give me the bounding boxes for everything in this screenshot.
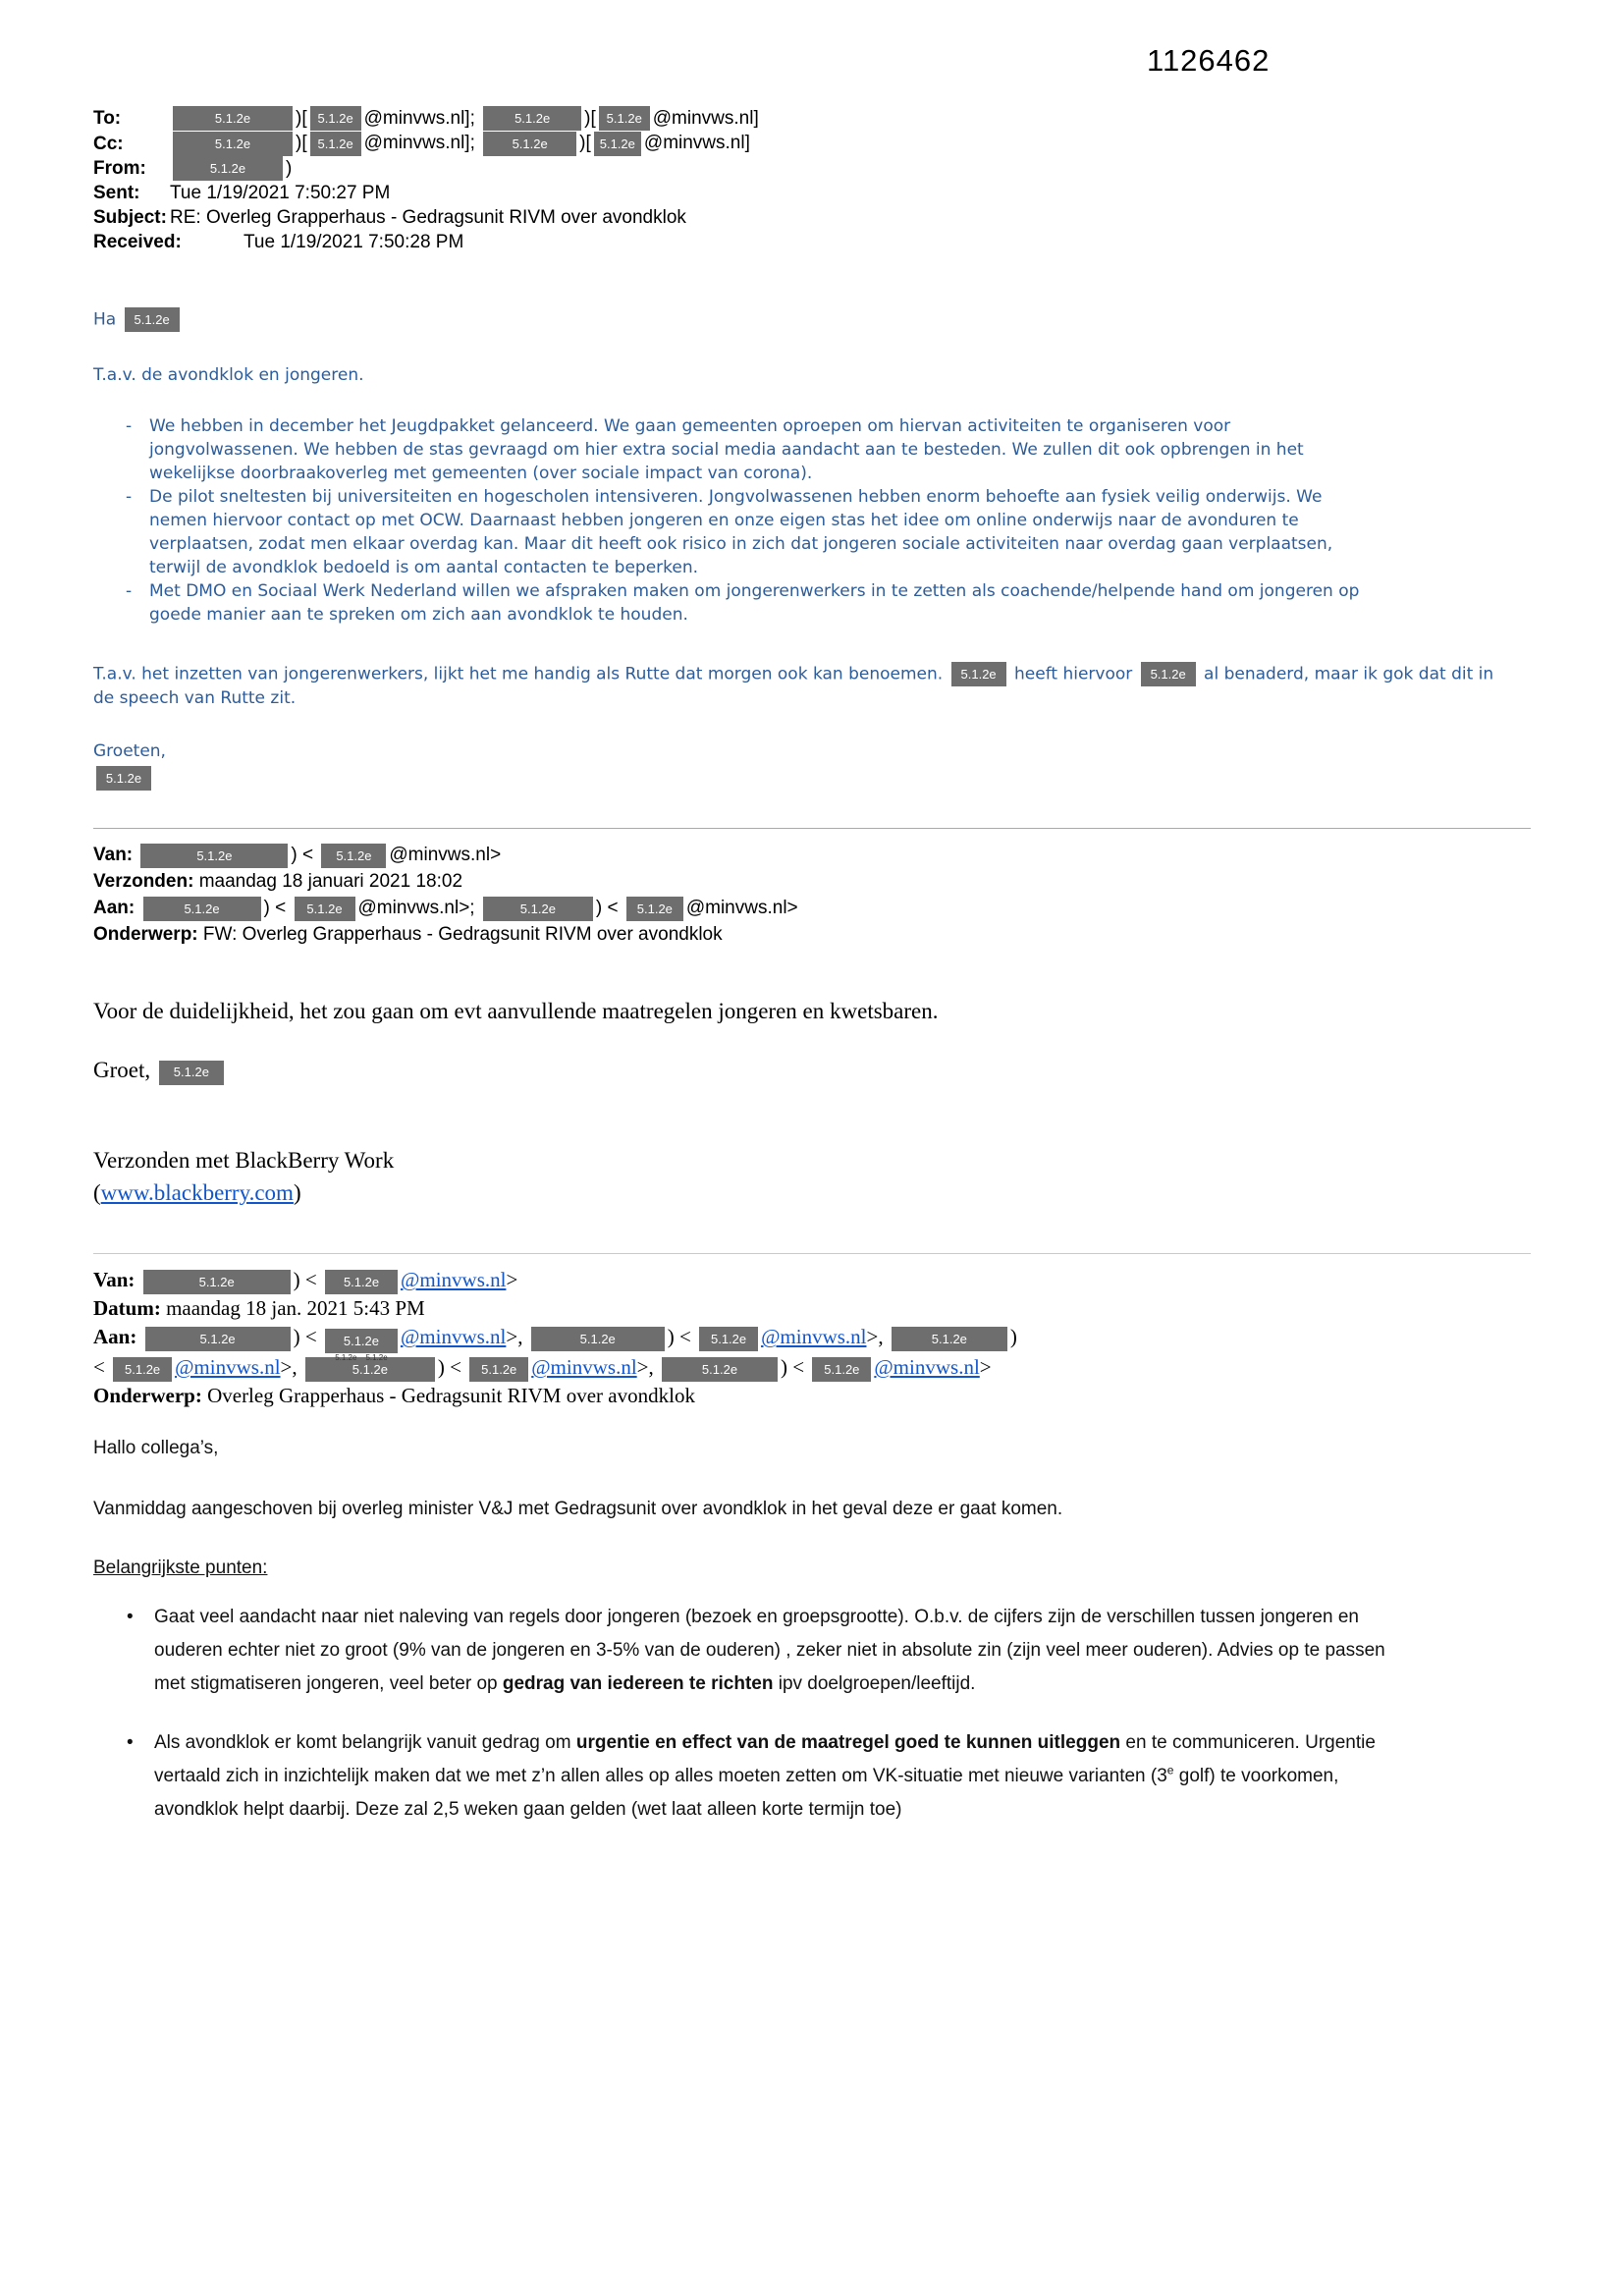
subject-label: Subject: [93, 207, 167, 229]
redaction-box: 5.1.2e [310, 106, 361, 131]
onderwerp-label: Onderwerp: [93, 1384, 202, 1408]
from-value: 5.1.2e ) [170, 156, 292, 181]
header-row-subject [93, 205, 1531, 230]
hyperlink[interactable]: @minvws.nl [531, 1355, 637, 1380]
list-item: • Gaat veel aandacht naar niet naleving van regels door jongeren (bezoek en groepsgrootte). O.b.v. de cijfers zijn de verschillen tussen jongeren en ouderen echter niet zo groot (9% van de jongeren en 3-5% van de ouderen) , zeker niet in absolute zin (zijn veel meer ouderen). Advies op te passen met stigmatiseren jongeren, veel beter op gedrag van iedereen te richten ipv doelgroepen/leeftijd. [154, 1601, 1406, 1701]
fwd2-row-onderwerp [93, 1382, 1531, 1410]
aan-label: Aan: [93, 898, 135, 919]
redaction-box: 5.1.2e [173, 132, 293, 156]
header-row-to [93, 106, 1531, 131]
hyperlink[interactable]: @minvws.nl [761, 1325, 867, 1349]
summary-paragraph: Vanmiddag aangeschoven bij overleg minister V&J met Gedragsunit over avondklok in het geval deze er gaat komen. [93, 1499, 1063, 1520]
redaction-box: 5.1.2e [812, 1357, 871, 1382]
redaction-box: 5.1.2e [483, 106, 581, 131]
onderwerp-value: Overleg Grapperhaus - Gedragsunit RIVM over avondklok [207, 1384, 695, 1408]
redaction-box: 5.1.2e [173, 106, 293, 131]
hyperlink[interactable]: www.blackberry.com [100, 1180, 294, 1206]
original-message-section [93, 1438, 1531, 1827]
redaction-box: 5.1.2e [483, 132, 576, 156]
redaction-box: 5.1.2e [145, 1327, 291, 1351]
list-item: - Met DMO en Sociaal Werk Nederland willen we afspraken maken om jongerenwerkers in te zetten als coachende/helpende hand om jongeren op goede manier aan te spreken om zich aan avondklok te houden. [149, 579, 1362, 627]
topic-list [93, 414, 1362, 627]
datum-label: Datum: [93, 1296, 161, 1321]
redaction-box: 5.1.2e [143, 897, 261, 921]
fwd1-row-verzonden [93, 868, 1531, 895]
redaction-box: 5.1.2e [892, 1327, 1007, 1351]
header-row-from [93, 156, 1531, 181]
fwd2-row-van [93, 1266, 1531, 1294]
forwarded-header-2 [93, 1253, 1531, 1410]
redaction-box: 5.1.2e [173, 156, 283, 181]
header-row-sent [93, 181, 1531, 205]
to-value: 5.1.2e )[ 5.1.2e @minvws.nl]; 5.1.2e )[ 5.1.2e @minvws.nl] [170, 106, 759, 131]
fwd2-row-aan-line1 [93, 1323, 1531, 1363]
signature-redaction [93, 766, 1531, 791]
aan-value: 5.1.2e ) < 5.1.2e @minvws.nl>; 5.1.2e ) < 5.1.2e @minvws.nl> [140, 898, 798, 918]
fwd2-row-aan-line2 [93, 1353, 1531, 1382]
hyperlink[interactable]: @minvws.nl [874, 1355, 980, 1380]
blackberry-link-line: (www.blackberry.com) [93, 1180, 301, 1206]
redaction-box: 5.1.2e [599, 106, 650, 131]
redaction-box: 5.1.2e [321, 844, 386, 868]
aan-value-line1: 5.1.2e ) < 5.1.2e 5.1.2e 5.1.2e @minvws.nl>, 5.1.2e ) < 5.1.2e @minvws.nl>, 5.1.2e ) [142, 1325, 1017, 1348]
redaction-box: 5.1.2e [295, 897, 355, 921]
redaction-box: 5.1.2e [594, 132, 641, 156]
doc-number: 1126462 [1147, 43, 1271, 78]
fwd2-row-datum [93, 1294, 1531, 1323]
sent-value: Tue 1/19/2021 7:50:27 PM [170, 183, 391, 204]
onderwerp-value: FW: Overleg Grapperhaus - Gedragsunit RIVM over avondklok [202, 924, 723, 946]
redaction-box: 5.1.2e [305, 1357, 435, 1382]
fwd1-row-van [93, 842, 1531, 868]
list-item: • Als avondklok er komt belangrijk vanuit gedrag om urgentie en effect van de maatregel goed te kunnen uitleggen en te communiceren. Urgentie vertaald zich in inzichtelijk maken dat we met z’n allen alles op alles moeten zetten om VK-situatie met nieuwe varianten (3e golf) te voorkomen, avondklok helpt daarbij. Deze zal 2,5 weken gaan gelden (wet laat alleen korte termijn toe) [154, 1726, 1406, 1827]
email-body-blue [93, 307, 1531, 791]
fwd1-row-aan [93, 895, 1531, 921]
hallo-line: Hallo collega’s, [93, 1438, 219, 1459]
closing-paragraph: T.a.v. het inzetten van jongerenwerkers, lijkt het me handig als Rutte dat morgen ook kan benoemen. 5.1.2e heeft hiervoor 5.1.2e al benaderd, maar ik gok dat dit in de speech van Rutte zit. [93, 662, 1507, 710]
hyperlink[interactable]: @minvws.nl [175, 1355, 281, 1380]
list-item: - We hebben in december het Jeugdpakket gelanceerd. We gaan gemeenten oproepen om hiervan activiteiten te organiseren voor jongvolwassenen. We hebben de stas gevraagd om hier extra social media aandacht aan te besteden. We zullen dit ook opbrengen in het wekelijkse doorbraakoverleg met gemeenten (over sociale impact van corona). [149, 414, 1362, 485]
intro-line: T.a.v. de avondklok en jongeren. [93, 365, 364, 386]
signoff-line: Groeten, [93, 741, 166, 762]
received-label: Received: [93, 232, 182, 253]
header-row-cc [93, 131, 1531, 155]
email-header [93, 106, 1531, 254]
hyperlink[interactable]: @minvws.nl [400, 1325, 507, 1349]
van-label: Van: [93, 1268, 135, 1292]
cc-value: 5.1.2e )[ 5.1.2e @minvws.nl]; 5.1.2e )[ 5.1.2e @minvws.nl] [170, 131, 750, 155]
key-points-list [93, 1601, 1406, 1827]
redaction-box: 5.1.2e [662, 1357, 778, 1382]
redaction-box: 5.1.2e [469, 1357, 528, 1382]
redaction-box: 5.1.2e [113, 1357, 172, 1382]
superscript-text: e [1166, 1763, 1174, 1777]
datum-value: maandag 18 jan. 2021 5:43 PM [166, 1296, 425, 1321]
tiny-redaction-labels: 5.1.2e 5.1.2e [335, 1353, 388, 1363]
redaction-box: 5.1.2e [626, 897, 683, 921]
redaction-box: 5.1.2e [96, 766, 151, 791]
redaction-box: 5.1.2e [531, 1327, 665, 1351]
redaction-box: 5.1.2e [125, 307, 180, 332]
forwarded-header-1 [93, 828, 1531, 948]
redaction-box: 5.1.2e [1141, 662, 1196, 686]
bold-text: urgentie en effect van de maatregel goed te kunnen uitleggen [575, 1732, 1121, 1754]
received-value: Tue 1/19/2021 7:50:28 PM [244, 232, 464, 253]
redaction-box: 5.1.2e [310, 132, 361, 156]
verzonden-value: maandag 18 januari 2021 18:02 [198, 871, 463, 893]
cc-label: Cc: [93, 133, 124, 154]
key-points-heading: Belangrijkste punten: [93, 1558, 268, 1579]
onderwerp-label: Onderwerp: [93, 924, 198, 946]
to-label: To: [93, 108, 122, 130]
serif-section [93, 997, 1531, 1208]
redaction-box: 5.1.2e [699, 1327, 758, 1351]
sent-label: Sent: [93, 183, 140, 204]
van-value: 5.1.2e ) < 5.1.2e @minvws.nl> [137, 845, 501, 865]
redaction-box: 5.1.2e [159, 1061, 224, 1085]
aan-value-line2: < 5.1.2e @minvws.nl>, 5.1.2e ) < 5.1.2e @minvws.nl>, 5.1.2e ) < 5.1.2e @minvws.nl> [93, 1355, 992, 1379]
bold-text: gedrag van iedereen te richten [502, 1673, 774, 1695]
clarification-paragraph: Voor de duidelijkheid, het zou gaan om evt aanvullende maatregelen jongeren en kwetsbaren. [93, 999, 939, 1024]
redaction-box: 5.1.2e [951, 662, 1006, 686]
subject-value: RE: Overleg Grapperhaus - Gedragsunit RIVM over avondklok [170, 207, 686, 229]
groet-line: Groet, 5.1.2e [93, 1056, 1531, 1085]
list-item: - De pilot sneltesten bij universiteiten en hogescholen intensiveren. Jongvolwassenen hebben enorm behoefte aan fysiek veilig onderwijs. We nemen hiervoor contact op met OCW. Daarnaast hebben jongeren en onze eigen stas het idee om online onderwijs naar de avonduren te verplaatsen, zodat men elkaar overdag kan. Maar dit heeft ook risico in zich dat jongeren sociale activiteiten naar overdag gaan verplaatsen, terwijl de avondklok bedoeld is om aantal contacten te beperken. [149, 485, 1362, 579]
greeting-line: Ha 5.1.2e [93, 307, 1531, 332]
blackberry-line: Verzonden met BlackBerry Work [93, 1148, 395, 1174]
verzonden-label: Verzonden: [93, 871, 194, 893]
hyperlink[interactable]: @minvws.nl [401, 1268, 507, 1292]
header-row-received [93, 230, 1531, 254]
from-label: From: [93, 158, 146, 180]
redaction-box: 5.1.2e [483, 897, 593, 921]
redaction-box: 5.1.2e [325, 1329, 398, 1353]
aan-label: Aan: [93, 1325, 137, 1349]
redaction-box-stacked [322, 1325, 401, 1363]
fwd1-row-onderwerp [93, 921, 1531, 948]
redaction-box: 5.1.2e [140, 844, 288, 868]
van-value: 5.1.2e ) < 5.1.2e @minvws.nl> [140, 1268, 518, 1291]
redaction-box: 5.1.2e [325, 1270, 398, 1294]
van-label: Van: [93, 845, 134, 866]
redaction-box: 5.1.2e [143, 1270, 291, 1294]
